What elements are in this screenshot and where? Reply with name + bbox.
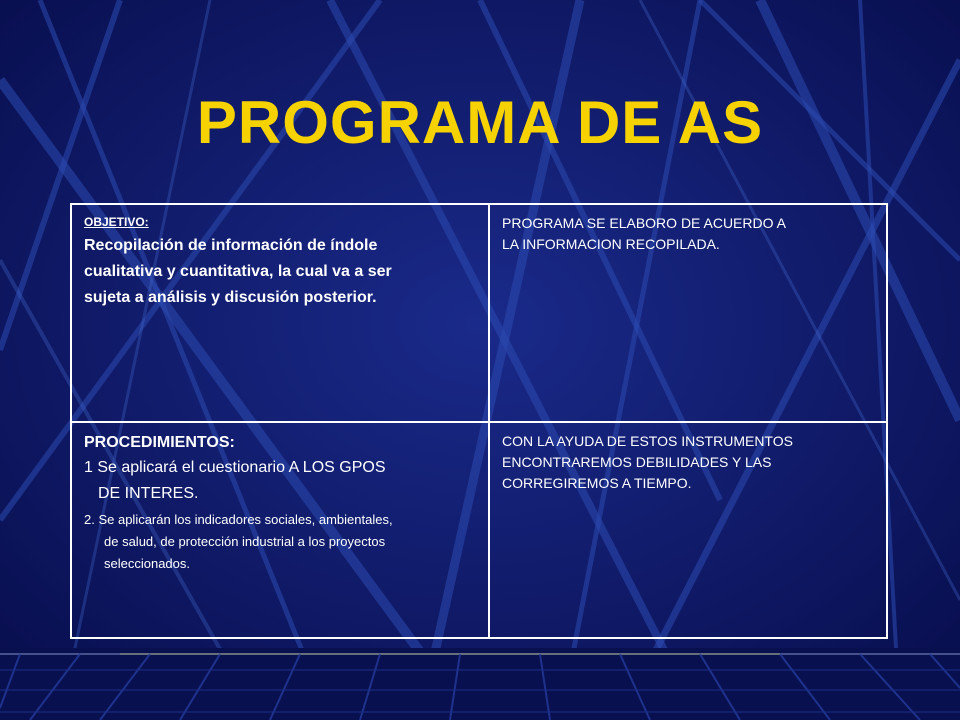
cell-objetivo	[71, 204, 489, 422]
ayuda-line: CORREGIREMOS A TIEMPO.	[502, 475, 692, 491]
procedimiento-1-line: DE INTERES.	[98, 485, 199, 502]
procedimiento-1-line: 1 Se aplicará el cuestionario A LOS GPOS	[84, 459, 386, 476]
ayuda-line: ENCONTRAREMOS DEBILIDADES Y LAS	[502, 454, 772, 470]
procedimiento-2-line: de salud, de protección industrial a los proyectos	[104, 534, 386, 549]
programa-line: LA INFORMACION RECOPILADA.	[502, 236, 720, 252]
cell-ayuda	[489, 422, 887, 638]
objetivo-line: Recopilación de información de índole	[84, 237, 378, 254]
ayuda-line: CON LA AYUDA DE ESTOS INSTRUMENTOS	[502, 433, 793, 449]
procedimiento-2-line: seleccionados.	[104, 556, 190, 571]
programa-line: PROGRAMA SE ELABORO DE ACUERDO A	[502, 215, 786, 231]
procedimientos-heading: PROCEDIMIENTOS:	[84, 434, 235, 451]
floor-decoration	[0, 648, 960, 720]
cell-programa	[489, 204, 887, 422]
objetivo-heading: OBJETIVO:	[84, 215, 149, 229]
procedimiento-2-line: 2. Se aplicarán los indicadores sociales, ambientales,	[84, 512, 393, 527]
objetivo-line: sujeta a análisis y discusión posterior.	[84, 289, 377, 306]
slide-title: PROGRAMA DE AS	[196, 89, 764, 156]
objetivo-line: cualitativa y cuantitativa, la cual va a ser	[84, 263, 392, 280]
content-table	[70, 203, 888, 639]
cell-procedimientos	[71, 422, 489, 638]
